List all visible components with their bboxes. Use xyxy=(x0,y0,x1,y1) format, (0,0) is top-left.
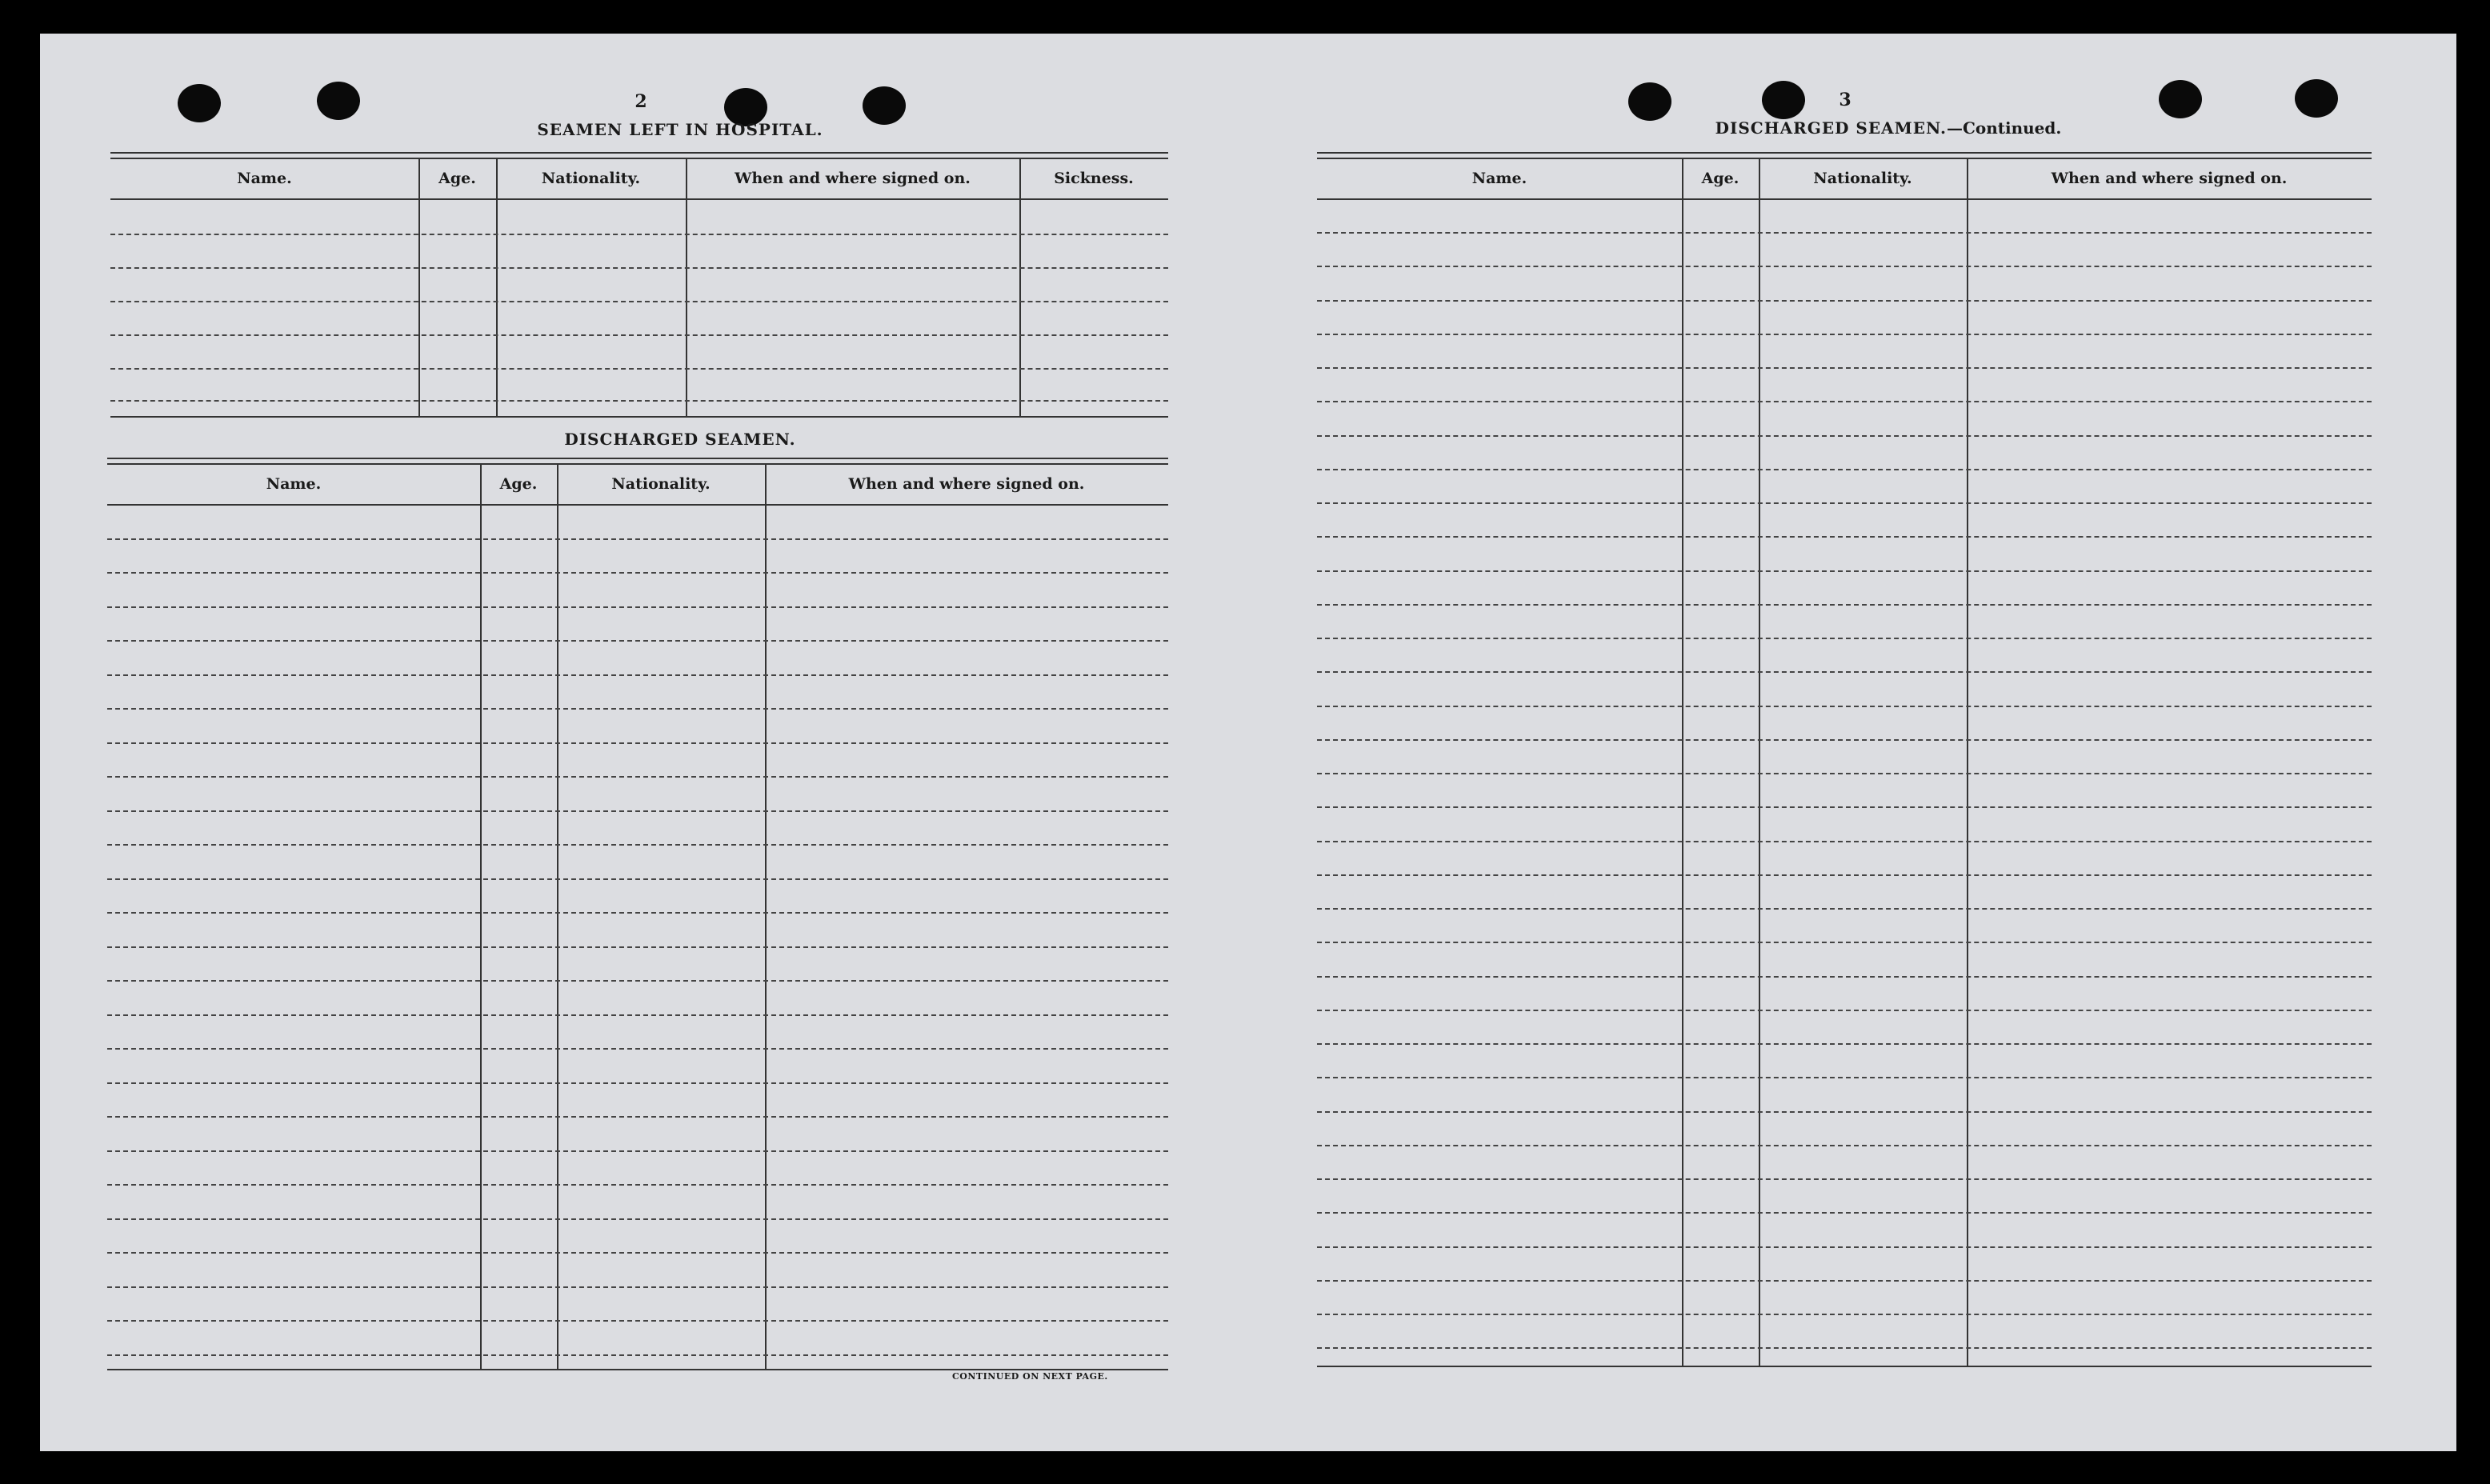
discharged-section-title: DISCHARGED SEAMEN. xyxy=(564,430,796,449)
hospital-table xyxy=(110,152,1168,458)
col-header-name: Name. xyxy=(237,170,292,187)
punch-hole-icon xyxy=(2159,80,2202,118)
col-header-nationality: Nationality. xyxy=(1813,170,1912,187)
col-header-signed-on: When and where signed on. xyxy=(848,475,1085,493)
col-header-sickness: Sickness. xyxy=(1054,170,1134,187)
col-header-age: Age. xyxy=(1701,170,1739,187)
title-main: DISCHARGED SEAMEN. xyxy=(1715,118,1947,138)
col-header-nationality: Nationality. xyxy=(611,475,711,493)
title-continued: —Continued. xyxy=(1946,118,2062,138)
punch-hole-icon xyxy=(317,82,360,120)
col-header-nationality: Nationality. xyxy=(541,170,641,187)
col-header-age: Age. xyxy=(438,170,476,187)
discharged-table-right xyxy=(1317,152,2372,1400)
col-header-name: Name. xyxy=(1471,170,1527,187)
punch-hole-icon xyxy=(1628,82,1671,121)
col-header-name: Name. xyxy=(266,475,322,493)
col-header-signed-on: When and where signed on. xyxy=(735,170,971,187)
hospital-section-title: SEAMEN LEFT IN HOSPITAL. xyxy=(537,120,823,139)
punch-hole-icon xyxy=(863,86,906,125)
punch-hole-icon xyxy=(2295,79,2338,118)
page-number-left: 2 xyxy=(635,91,647,112)
page-number-right: 3 xyxy=(1839,90,1851,110)
col-header-age: Age. xyxy=(499,475,538,493)
discharged-continued-title xyxy=(1600,118,2176,138)
punch-hole-icon xyxy=(1762,81,1805,119)
col-header-signed-on: When and where signed on. xyxy=(2051,170,2288,187)
form-spread xyxy=(40,34,2456,1451)
discharged-table-left xyxy=(107,458,1168,1410)
continued-note: CONTINUED ON NEXT PAGE. xyxy=(952,1371,1108,1382)
punch-hole-icon xyxy=(178,84,221,122)
